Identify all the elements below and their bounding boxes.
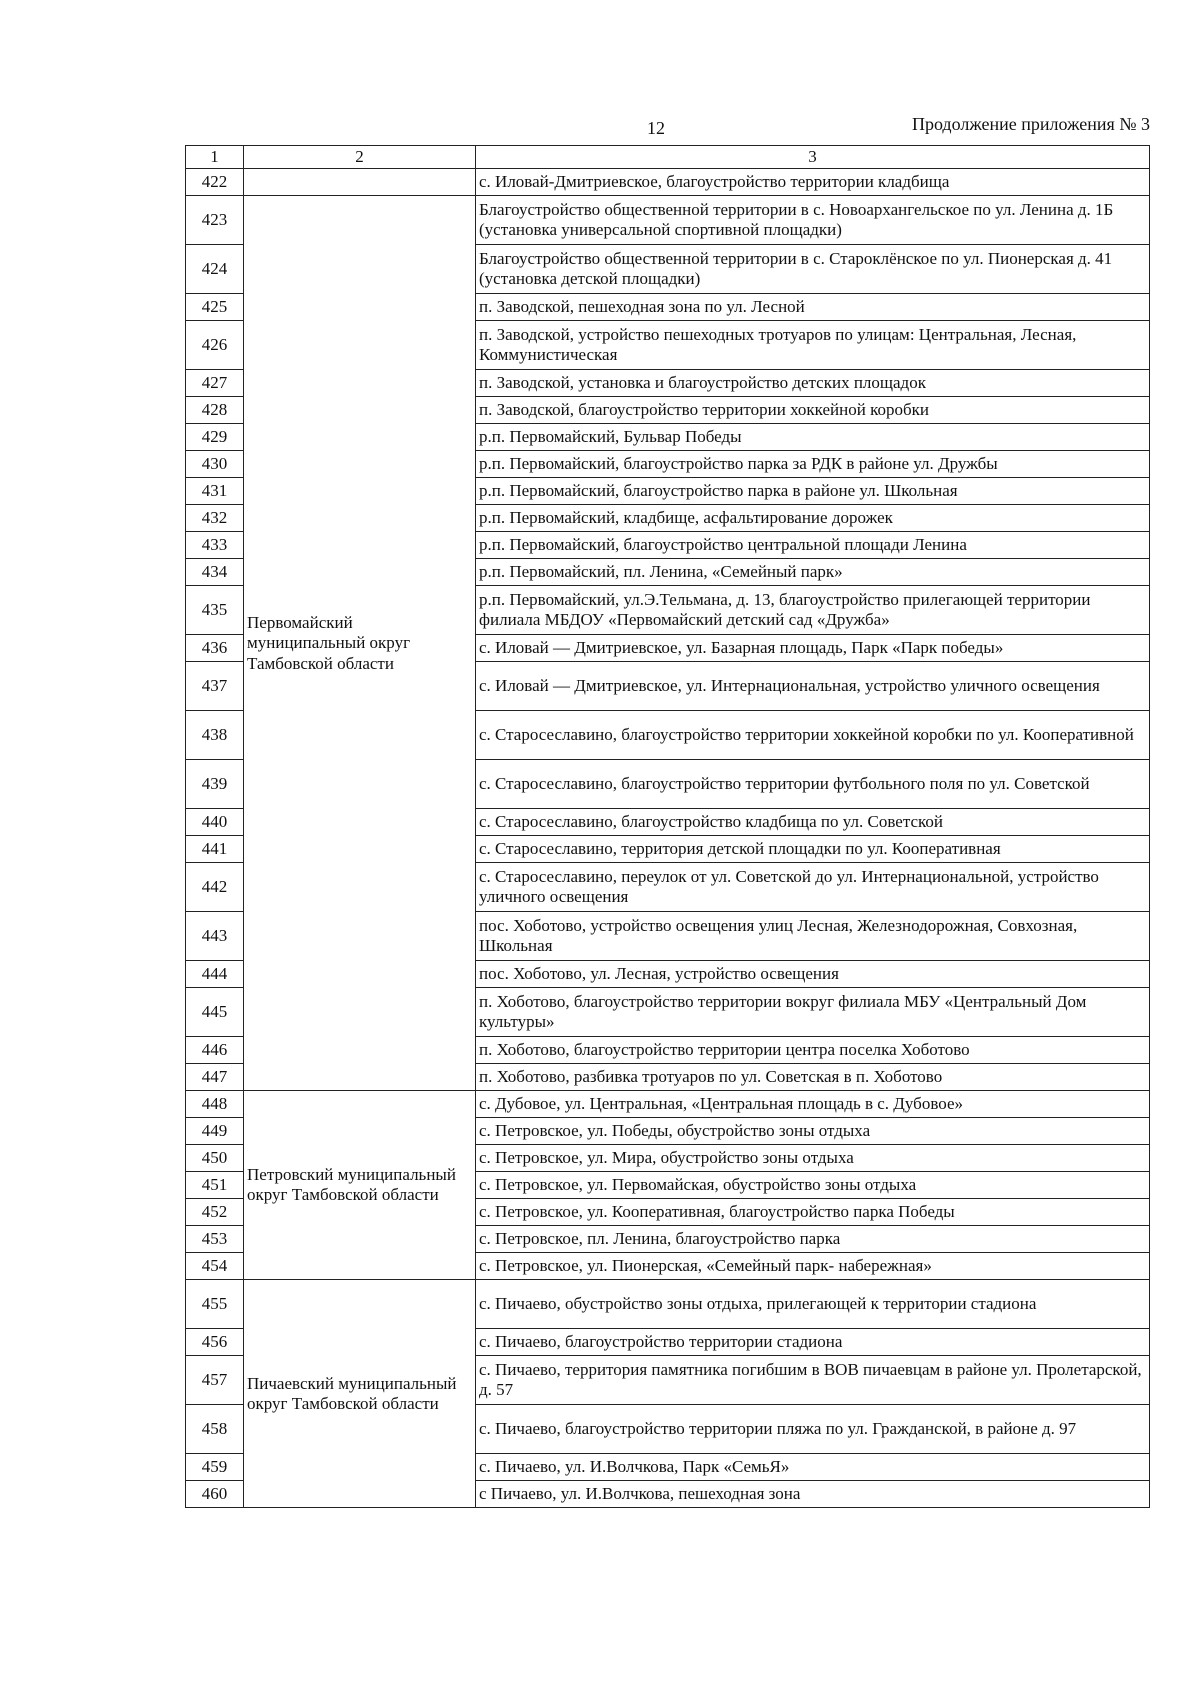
table-row — [186, 1091, 1150, 1118]
object-description: р.п. Первомайский, благоустройство парка в районе ул. Школьная — [476, 478, 1150, 505]
object-description: п. Заводской, благоустройство территории хоккейной коробки — [476, 397, 1150, 424]
row-number: 435 — [186, 586, 244, 635]
object-description: п. Хоботово, разбивка тротуаров по ул. Советская в п. Хоботово — [476, 1064, 1150, 1091]
row-number: 436 — [186, 635, 244, 662]
region-cell: Пичаевский муниципальный округ Тамбовской области — [244, 1280, 476, 1508]
object-description: р.п. Первомайский, благоустройство центральной площади Ленина — [476, 532, 1150, 559]
object-description: с. Петровское, ул. Мира, обустройство зоны отдыха — [476, 1145, 1150, 1172]
object-description: с. Петровское, ул. Пионерская, «Семейный парк- набережная» — [476, 1253, 1150, 1280]
row-number: 423 — [186, 196, 244, 245]
page-number: 12 — [647, 118, 665, 138]
object-description: Благоустройство общественной территории в с. Новоархангельское по ул. Ленина д. 1Б (установка универсальной спортивной площадки) — [476, 196, 1150, 245]
row-number: 438 — [186, 711, 244, 760]
row-number: 449 — [186, 1118, 244, 1145]
object-description: с. Пичаево, ул. И.Волчкова, Парк «СемьЯ» — [476, 1454, 1150, 1481]
object-description: с. Старосеславино, благоустройство территории футбольного поля по ул. Советской — [476, 760, 1150, 809]
object-description: с. Пичаево, обустройство зоны отдыха, прилегающей к территории стадиона — [476, 1280, 1150, 1329]
appendix-label: Продолжение приложения № 3 — [911, 114, 1150, 134]
object-description: п. Заводской, установка и благоустройство детских площадок — [476, 370, 1150, 397]
object-description: р.п. Первомайский, Бульвар Победы — [476, 424, 1150, 451]
row-number: 458 — [186, 1405, 244, 1454]
row-number: 454 — [186, 1253, 244, 1280]
row-number: 440 — [186, 809, 244, 836]
object-description: с. Иловай — Дмитриевское, ул. Интернациональная, устройство уличного освещения — [476, 662, 1150, 711]
row-number: 424 — [186, 245, 244, 294]
row-number: 428 — [186, 397, 244, 424]
row-number: 460 — [186, 1481, 244, 1508]
table-row — [186, 196, 1150, 245]
row-number: 459 — [186, 1454, 244, 1481]
object-description: с. Петровское, ул. Первомайская, обустройство зоны отдыха — [476, 1172, 1150, 1199]
row-number: 448 — [186, 1091, 244, 1118]
object-description: с. Пичаево, территория памятника погибшим в ВОВ пичаевцам в районе ул. Пролетарской, д. 57 — [476, 1356, 1150, 1405]
row-number: 432 — [186, 505, 244, 532]
row-number: 445 — [186, 988, 244, 1037]
header-row — [186, 146, 1150, 169]
object-description: с Пичаево, ул. И.Волчкова, пешеходная зона — [476, 1481, 1150, 1508]
region-cell: Первомайский муниципальный округ Тамбовской области — [244, 196, 476, 1091]
object-description: пос. Хоботово, ул. Лесная, устройство освещения — [476, 961, 1150, 988]
row-number: 429 — [186, 424, 244, 451]
object-description: с. Иловай-Дмитриевское, благоустройство территории кладбища — [476, 169, 1150, 196]
column-header: 3 — [476, 146, 1150, 169]
object-description: с. Старосеславино, переулок от ул. Советской до ул. Интернациональной, устройство уличного освещения — [476, 863, 1150, 912]
row-number: 456 — [186, 1329, 244, 1356]
object-description: р.п. Первомайский, благоустройство парка за РДК в районе ул. Дружбы — [476, 451, 1150, 478]
object-description: с. Дубовое, ул. Центральная, «Центральная площадь в с. Дубовое» — [476, 1091, 1150, 1118]
row-number: 422 — [186, 169, 244, 196]
object-description: п. Хоботово, благоустройство территории центра поселка Хоботово — [476, 1037, 1150, 1064]
object-description: с. Пичаево, благоустройство территории пляжа по ул. Гражданской, в районе д. 97 — [476, 1405, 1150, 1454]
object-description: с. Иловай — Дмитриевское, ул. Базарная площадь, Парк «Парк победы» — [476, 635, 1150, 662]
object-description: с. Пичаево, благоустройство территории стадиона — [476, 1329, 1150, 1356]
object-description: п. Заводской, устройство пешеходных тротуаров по улицам: Центральная, Лесная, Коммунистическая — [476, 321, 1150, 370]
row-number: 434 — [186, 559, 244, 586]
column-header: 1 — [186, 146, 244, 169]
column-header: 2 — [244, 146, 476, 169]
object-description: с. Петровское, ул. Кооперативная, благоустройство парка Победы — [476, 1199, 1150, 1226]
row-number: 426 — [186, 321, 244, 370]
row-number: 425 — [186, 294, 244, 321]
row-number: 447 — [186, 1064, 244, 1091]
objects-table — [185, 145, 1150, 1508]
row-number: 442 — [186, 863, 244, 912]
object-description: п. Хоботово, благоустройство территории вокруг филиала МБУ «Центральный Дом культуры» — [476, 988, 1150, 1037]
row-number: 427 — [186, 370, 244, 397]
row-number: 450 — [186, 1145, 244, 1172]
object-description: с. Старосеславино, благоустройство территории хоккейной коробки по ул. Кооперативной — [476, 711, 1150, 760]
region-cell — [244, 169, 476, 196]
row-number: 455 — [186, 1280, 244, 1329]
row-number: 444 — [186, 961, 244, 988]
row-number: 452 — [186, 1199, 244, 1226]
object-description: пос. Хоботово, устройство освещения улиц Лесная, Железнодорожная, Совхозная, Школьная — [476, 912, 1150, 961]
object-description: р.п. Первомайский, пл. Ленина, «Семейный парк» — [476, 559, 1150, 586]
table-row — [186, 1280, 1150, 1329]
row-number: 439 — [186, 760, 244, 809]
object-description: р.п. Первомайский, кладбище, асфальтирование дорожек — [476, 505, 1150, 532]
object-description: п. Заводской, пешеходная зона по ул. Лесной — [476, 294, 1150, 321]
row-number: 433 — [186, 532, 244, 559]
row-number: 453 — [186, 1226, 244, 1253]
object-description: с. Старосеславино, территория детской площадки по ул. Кооперативная — [476, 836, 1150, 863]
row-number: 443 — [186, 912, 244, 961]
row-number: 457 — [186, 1356, 244, 1405]
table-row — [186, 169, 1150, 196]
row-number: 451 — [186, 1172, 244, 1199]
row-number: 441 — [186, 836, 244, 863]
object-description: с. Петровское, ул. Победы, обустройство зоны отдыха — [476, 1118, 1150, 1145]
object-description: р.п. Первомайский, ул.Э.Тельмана, д. 13, благоустройство прилегающей территории филиала МБДОУ «Первомайский детский сад «Дружба» — [476, 586, 1150, 635]
region-cell: Петровский муниципальный округ Тамбовской области — [244, 1091, 476, 1280]
row-number: 446 — [186, 1037, 244, 1064]
object-description: с. Петровское, пл. Ленина, благоустройство парка — [476, 1226, 1150, 1253]
row-number: 431 — [186, 478, 244, 505]
row-number: 430 — [186, 451, 244, 478]
row-number: 437 — [186, 662, 244, 711]
object-description: с. Старосеславино, благоустройство кладбища по ул. Советской — [476, 809, 1150, 836]
object-description: Благоустройство общественной территории в с. Староклёнское по ул. Пионерская д. 41 (установка детской площадки) — [476, 245, 1150, 294]
